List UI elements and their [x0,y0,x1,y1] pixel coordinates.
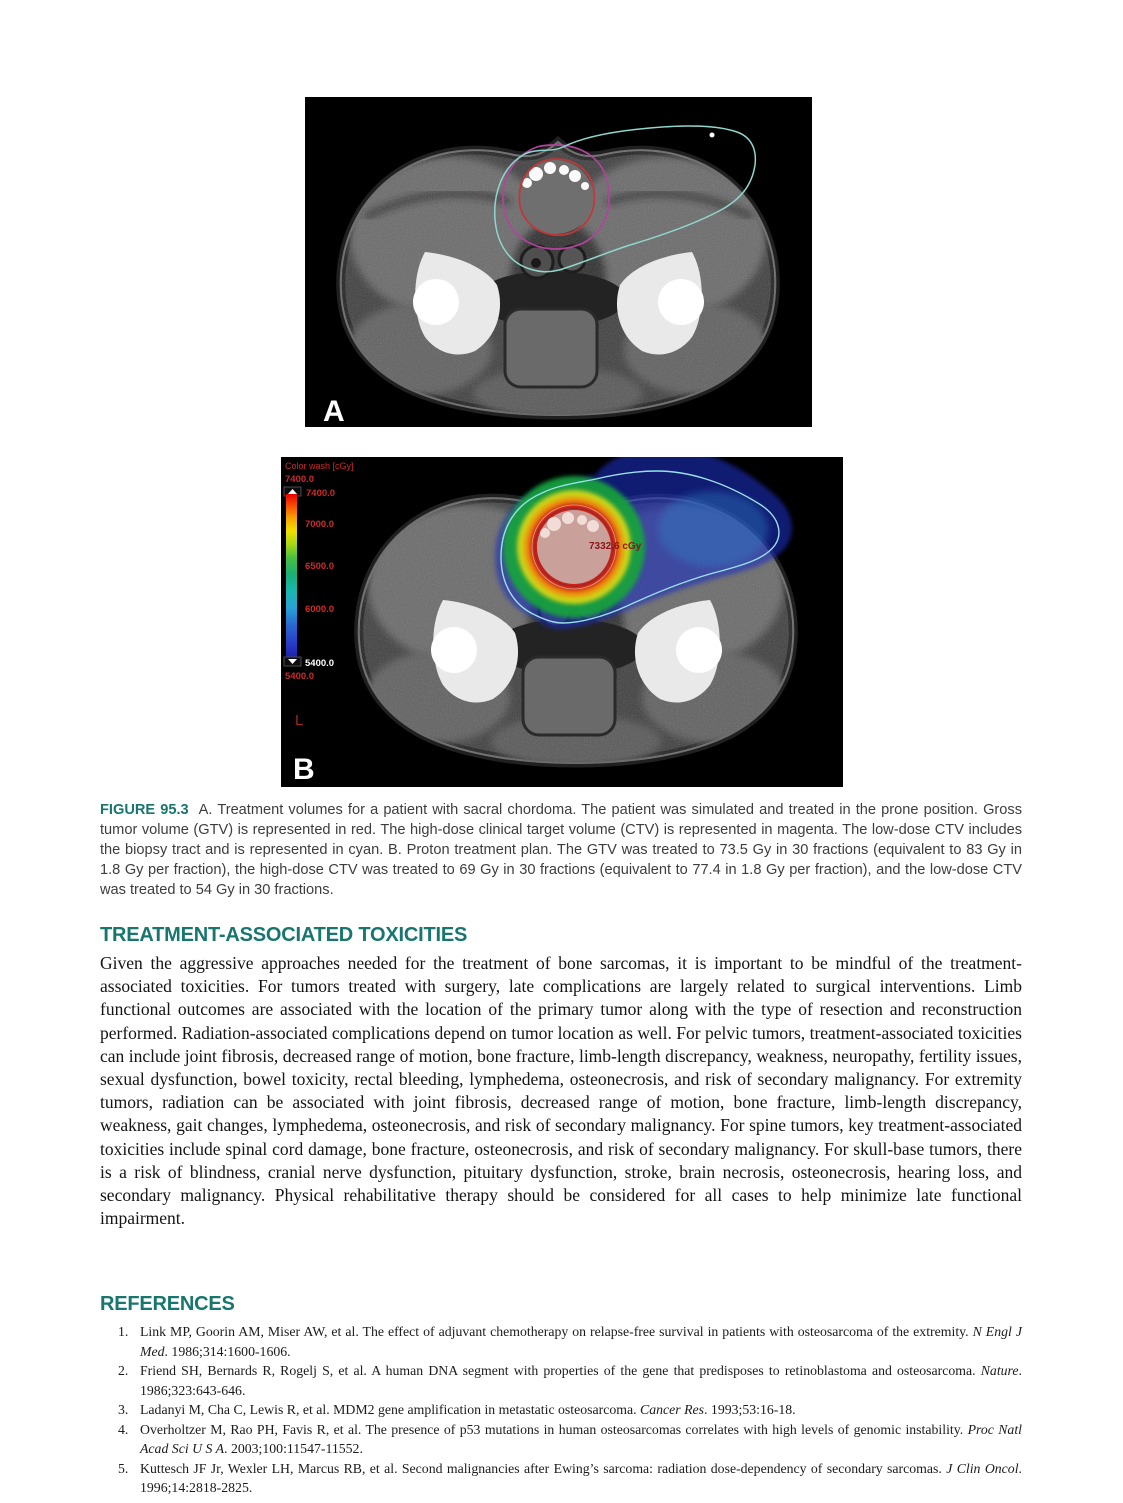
figure-caption-text: A. Treatment volumes for a patient with sacral chordoma. The patient was simulated and treated in the prone position. Gross tumor volume (GTV) is represented in red. The high-dose clinical target volume (CTV) is represented in magenta. The low-dose CTV includes the biopsy tract and is represented in cyan. B. Proton treatment plan. The GTV was treated to 73.5 Gy in 30 fractions (equivalent to 83 Gy in 1.8 Gy per fraction), the high-dose CTV was treated to 69 Gy in 30 fractions (equivalent to 77.4 in 1.8 Gy per fraction), and the low-dose CTV was treated to 54 Gy in 30 fractions. [100,802,1022,898]
reference-journal: J Clin Oncol [946,1460,1019,1476]
reference-text: Kuttesch JF Jr, Wexler LH, Marcus RB, et al. Second malignancies after Ewing’s sarcoma: radiation dose-dependency of secondary sarcomas. [140,1460,947,1476]
references-list [100,1322,1022,1498]
colorbar-gradient [286,494,297,662]
figure-panel-b [281,457,843,787]
reference-journal: Proc Natl Acad Sci U S A [140,1421,1022,1456]
reference-number: 1. [118,1324,129,1339]
toxicities-heading: TREATMENT-ASSOCIATED TOXICITIES [100,924,468,946]
reference-text: . 2003;100:11547-11552. [224,1441,363,1456]
reference-number: 5. [118,1460,129,1476]
figure-caption [100,800,1022,900]
colorbar-tick-6500: 6500.0 [305,561,335,572]
bladder-region [523,657,615,735]
reference-number: 2. [118,1363,129,1378]
reference-item [100,1400,1022,1420]
dose-annotation: 7332.6 cGy [589,541,642,552]
panel-a-label: A [323,395,345,427]
ct-axial-contours-image [305,97,812,427]
reference-text: . 1986;323:643-646. [140,1363,1022,1398]
bladder-region [505,309,597,387]
toxicities-body: Given the aggressive approaches needed for the treatment of bone sarcomas, it is important to be mindful of the treatment-associated toxicities. For tumors treated with surgery, late complications are largely related to surgical interventions. Limb functional outcomes are associated with the location of the primary tumor along with the type of resection and reconstruction performed. Radiation-associated complications depend on tumor location as well. For pelvic tumors, treatment-associated toxicities can include joint fibrosis, decreased range of motion, bone fracture, limb-length discrepancy, weakness, neuropathy, fertility issues, sexual dysfunction, bowel toxicity, rectal bleeding, lymphedema, osteonecrosis, and risk of secondary malignancy. For extremity tumors, radiation can be associated with joint fibrosis, decreased range of motion, bone fracture, limb-length discrepancy, weakness, gait changes, lymphedema, osteonecrosis, and risk of secondary malignancy. For spine tumors, key treatment-associated toxicities include spinal cord damage, bone fracture, osteonecrosis, and risk of secondary malignancy. For skull-base tumors, there is a risk of blindness, cranial nerve dysfunction, pituitary dysfunction, stroke, brain necrosis, osteonecrosis, hearing loss, and secondary malignancy. Physical rehabilitative therapy should be considered for all cases to help minimize late functional impairment. [100,953,1022,1229]
colorbar-bottom-value: 5400.0 [285,671,315,682]
marker-dot [710,133,715,138]
reference-item [100,1420,1022,1459]
reference-journal: Nature [980,1363,1019,1378]
colorbar-tick-7000: 7000.0 [305,519,335,530]
colorbar-slider-bottom-value: 5400.0 [305,658,335,669]
references-heading: REFERENCES [100,1293,235,1315]
reference-number: 3. [118,1402,129,1417]
reference-item [100,1322,1022,1361]
reference-text: . 1986;314:1600-1606. [164,1343,291,1359]
reference-text: . 1996;14:2818-2825. [140,1460,1022,1495]
colorbar-title: Color wash [cGy] [285,461,354,471]
reference-item [100,1361,1022,1400]
reference-number: 4. [118,1421,129,1437]
ct-axial-dose-image [281,457,843,787]
reference-text: Link MP, Goorin AM, Miser AW, et al. The effect of adjuvant chemotherapy on relapse-free survival in patients with osteosarcoma of the extremity. [140,1324,973,1339]
reference-item [100,1459,1022,1498]
reference-text: Friend SH, Bernards R, Rogelj S, et al. A human DNA segment with properties of the gene that predisposes to retinoblastoma and osteosarcoma. [140,1363,981,1378]
reference-text: . 1993;53:16-18. [704,1402,796,1417]
colorbar-top-value: 7400.0 [285,474,315,485]
panel-b-label: B [293,753,315,786]
figure-panel-a [305,97,812,427]
figure-caption-label: FIGURE 95.3 [100,802,189,818]
orientation-label-left: L [295,712,304,729]
colorbar-tick-6000: 6000.0 [305,604,335,615]
reference-journal: Cancer Res [640,1402,705,1417]
reference-journal: N Engl J Med [140,1324,1022,1359]
colorbar-slider-top-value: 7400.0 [306,488,336,499]
reference-text: Ladanyi M, Cha C, Lewis R, et al. MDM2 gene amplification in metastatic osteosarcoma. [140,1402,641,1417]
reference-text: Overholtzer M, Rao PH, Favis R, et al. The presence of p53 mutations in human osteosarcomas correlates with high levels of genomic instability. [140,1421,968,1437]
